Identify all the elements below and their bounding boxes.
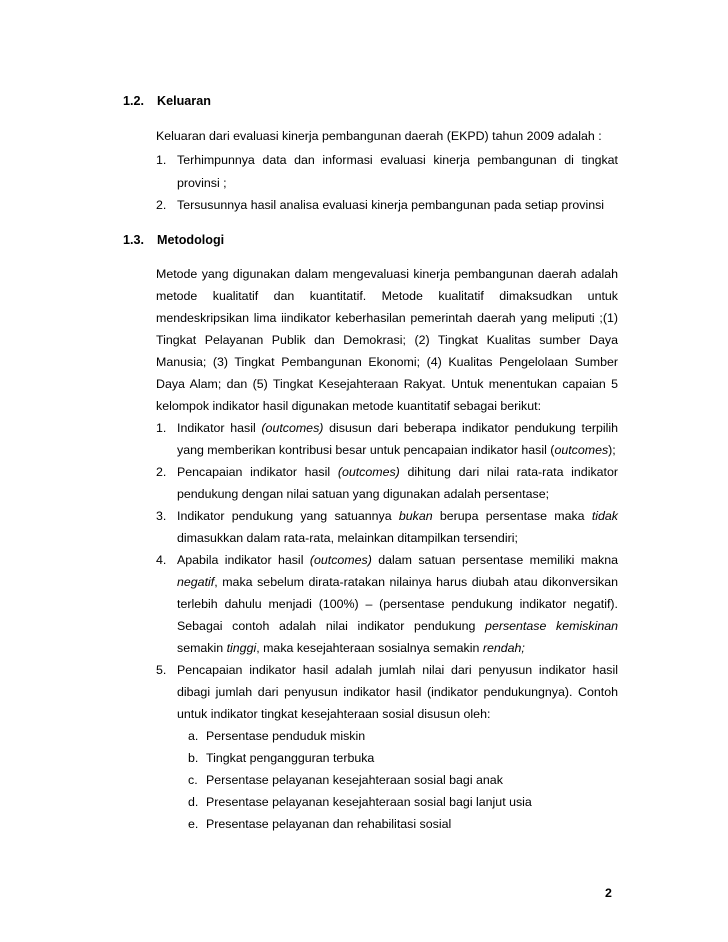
sublist-item-text: Presentase pelayanan dan rehabilitasi sosial xyxy=(206,817,452,831)
paragraph-line: Manusia; (3) Tingkat Pembangunan Ekonomi; (4) Kualitas Pengelolaan Sumber xyxy=(156,355,618,369)
list-item-text: Terhimpunnya data dan informasi evaluasi kinerja pembangunan di tingkat xyxy=(177,153,618,167)
section-number: 1.2. xyxy=(123,94,145,108)
section-heading-keluaran xyxy=(123,94,211,108)
section-title: Metodologi xyxy=(157,233,225,247)
section-number: 1.3. xyxy=(123,233,145,247)
list-item-text xyxy=(177,641,525,655)
list-marker: 3. xyxy=(156,509,167,523)
section-title: Keluaran xyxy=(157,94,211,108)
list-item-text xyxy=(177,553,618,567)
italic-term: persentase kemiskinan xyxy=(485,619,618,633)
list-marker: 2. xyxy=(156,198,167,212)
list-item-text xyxy=(177,465,618,479)
italic-term: (outcomes) xyxy=(309,553,372,567)
italic-term: (outcomes) xyxy=(261,421,324,435)
list-item-text: dibagi jumlah dari penyusun indikator hasil (indikator pendukungnya). Contoh xyxy=(177,685,618,699)
sublist-marker: b. xyxy=(188,751,199,765)
text-run: , maka sebelum dirata-ratakan nilainya harus diubah atau dikonversikan xyxy=(214,575,618,589)
keluaran-intro: Keluaran dari evaluasi kinerja pembangunan daerah (EKPD) tahun 2009 adalah : xyxy=(156,129,602,143)
list-item-text: dimasukkan dalam rata-rata, melainkan ditampilkan tersendiri; xyxy=(177,531,518,545)
text-run: berupa persentase maka xyxy=(432,509,592,523)
sublist-marker: e. xyxy=(188,817,199,831)
sublist-marker: d. xyxy=(188,795,199,809)
list-item-text xyxy=(177,421,618,435)
sublist-marker: c. xyxy=(188,773,198,787)
text-run: Indikator hasil xyxy=(177,421,262,435)
text-run: Pencapaian indikator hasil xyxy=(177,465,338,479)
text-run: dihitung dari nilai rata-rata indikator xyxy=(399,465,618,479)
list-item-text xyxy=(177,619,618,633)
list-marker: 4. xyxy=(156,553,167,567)
italic-term: tidak xyxy=(591,509,618,523)
list-item-text: untuk indikator tingkat kesejahteraan sosial disusun oleh: xyxy=(177,707,491,721)
paragraph-line: Tingkat Pelayanan Publik dan Demokrasi; (2) Tingkat Kualitas sumber Daya xyxy=(156,333,618,347)
text-run: ); xyxy=(608,443,616,457)
list-item-text: terlebih dahulu menjadi (100%) – (persentase pendukung indikator negatif). xyxy=(177,597,618,611)
list-item-text xyxy=(177,509,618,523)
text-run: semakin xyxy=(177,641,227,655)
text-run: Apabila indikator hasil xyxy=(177,553,310,567)
section-heading-metodologi xyxy=(123,233,224,247)
text-run: yang memberikan kontribusi besar untuk pencapaian indikator hasil ( xyxy=(177,443,555,457)
sublist-marker: a. xyxy=(188,729,199,743)
italic-term: (outcomes) xyxy=(337,465,400,479)
text-run: disusun dari beberapa indikator pendukung terpilih xyxy=(323,421,618,435)
list-marker: 2. xyxy=(156,465,167,479)
italic-term: rendah; xyxy=(482,641,525,655)
list-marker: 1. xyxy=(156,421,167,435)
text-run: , maka kesejahteraan sosialnya semakin xyxy=(256,641,483,655)
paragraph-line: Metode yang digunakan dalam mengevaluasi kinerja pembangunan daerah adalah xyxy=(156,267,618,281)
list-marker: 5. xyxy=(156,663,167,677)
paragraph-line: kelompok indikator hasil digunakan metode kuantitatif sebagai berikut: xyxy=(156,399,542,413)
text-run: Sebagai contoh adalah nilai indikator pendukung xyxy=(177,619,486,633)
list-item-text: pendukung dengan nilai satuan yang digunakan adalah persentase; xyxy=(177,487,550,501)
paragraph-line: Daya Alam; dan (5) Tingkat Kesejahteraan Rakyat. Untuk menentukan capaian 5 xyxy=(156,377,618,391)
italic-term: tinggi xyxy=(226,641,257,655)
list-item-text xyxy=(177,575,618,589)
text-run: dalam satuan persentase memiliki makna xyxy=(371,553,618,567)
italic-term: outcomes xyxy=(554,443,609,457)
sublist-item-text: Persentase penduduk miskin xyxy=(206,729,366,743)
list-item-text: Tersusunnya hasil analisa evaluasi kinerja pembangunan pada setiap provinsi xyxy=(177,198,605,212)
italic-term: bukan xyxy=(398,509,433,523)
text-run: Indikator pendukung yang satuannya xyxy=(177,509,399,523)
page-number: 2 xyxy=(605,886,612,900)
sublist-item-text: Persentase pelayanan kesejahteraan sosial bagi anak xyxy=(206,773,503,787)
list-marker: 1. xyxy=(156,153,167,167)
paragraph-line: metode kualitatif dan kuantitatif. Metode kualitatif dimaksudkan untuk xyxy=(156,289,618,303)
paragraph-line: mendeskripsikan lima iindikator keberhasilan pemerintah daerah yang meliputi ;(1) xyxy=(156,311,618,325)
sublist-item-text: Presentase pelayanan kesejahteraan sosial bagi lanjut usia xyxy=(206,795,532,809)
list-item-text xyxy=(177,443,616,457)
list-item-text: Pencapaian indikator hasil adalah jumlah nilai dari penyusun indikator hasil xyxy=(177,663,618,677)
italic-term: negatif xyxy=(177,575,215,589)
sublist-item-text: Tingkat pengangguran terbuka xyxy=(206,751,375,765)
list-item-text: provinsi ; xyxy=(177,176,227,190)
